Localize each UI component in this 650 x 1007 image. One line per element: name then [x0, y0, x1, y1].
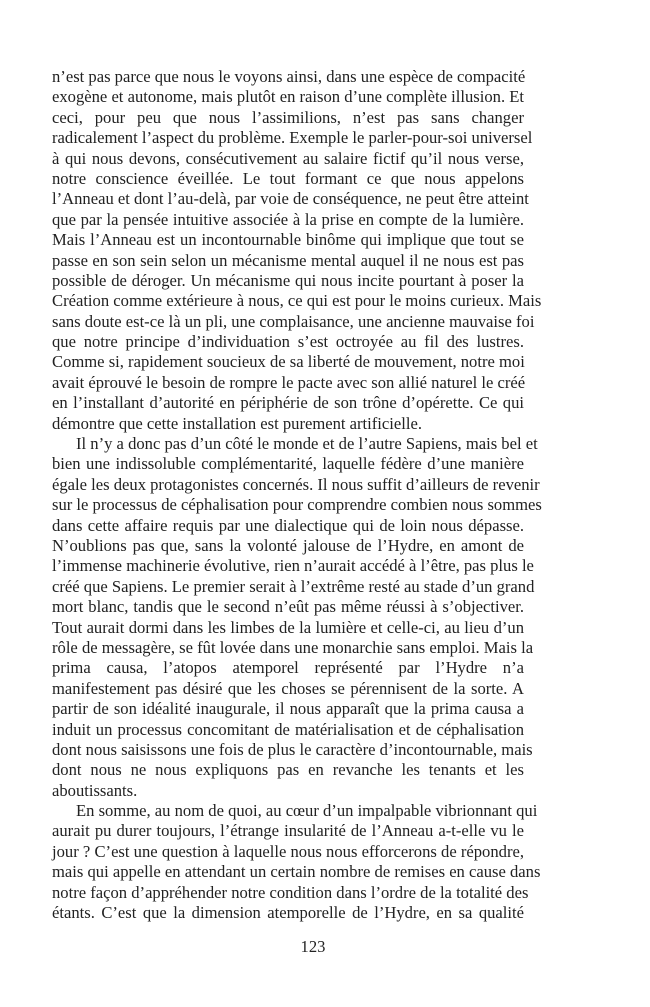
text-line: aurait pu durer toujours, l’étrange insularité de l’Anneau a-t-elle vu le — [52, 821, 524, 841]
text-line: mort blanc, tandis que le second n’eût pas même réussi à s’objectiver. — [52, 597, 524, 617]
text-line: Création comme extérieure à nous, ce qui est pour le moins curieux. Mais — [52, 291, 542, 311]
text-line: sans doute est-ce là un pli, une complaisance, une ancienne mauvaise foi — [52, 311, 535, 331]
text-line: n’est pas parce que nous le voyons ainsi, dans une espèce de compacité — [52, 67, 526, 86]
text-line: ceci, pour peu que nous l’assimilions, n’est pas sans changer — [52, 107, 524, 127]
text-line: N’oublions pas que, sans la volonté jalouse de l’Hydre, en amont de — [52, 535, 524, 555]
text-line: passe en son sein selon un mécanisme mental auquel il ne nous est pas — [52, 250, 524, 270]
body-text — [52, 67, 542, 923]
text-line: dont nous saisissons une fois de plus le caractère d’incontournable, mais — [52, 739, 533, 759]
text-line: En somme, au nom de quoi, au cœur d’un impalpable vibrionnant qui — [76, 801, 538, 821]
text-line: l’immense machinerie évolutive, rien n’aurait accédé à l’être, pas plus le — [52, 556, 534, 576]
text-line: en l’installant d’autorité en périphérie de son trône d’opérette. Ce qui — [52, 393, 524, 413]
text-line: dans cette affaire requis par une dialectique qui de loin nous dépasse. — [52, 515, 524, 535]
text-line: aboutissants. — [52, 780, 138, 800]
text-line: possible de déroger. Un mécanisme qui nous incite pourtant à poser la — [52, 270, 524, 290]
text-line: manifestement pas désiré que les choses se pérennisent de la sorte. A — [52, 678, 524, 698]
text-line: à qui nous devons, consécutivement au salaire fictif qu’il nous verse, — [52, 148, 524, 168]
text-line: Tout aurait dormi dans les limbes de la lumière et celle-ci, au lieu d’un — [52, 617, 524, 637]
page-number: 123 — [300, 937, 326, 956]
text-line: créé que Sapiens. Le premier serait à l’extrême resté au stade d’un grand — [52, 576, 535, 596]
text-line: partir de son idéalité inaugurale, il nous apparaît que la prima causa a — [52, 699, 524, 719]
text-line: que notre principe d’individuation s’est octroyée au fil des lustres. — [52, 332, 524, 352]
text-line: sur le processus de céphalisation pour comprendre combien nous sommes — [52, 495, 542, 515]
text-line: dont nous ne nous expliquons pas en revanche les tenants et les — [52, 760, 524, 780]
text-line: que par la pensée intuitive associée à la prise en compte de la lumière. — [52, 209, 524, 229]
paragraph — [52, 434, 542, 801]
text-line: mais qui appelle en attendant un certain nombre de remises en cause dans — [52, 862, 541, 882]
text-line: égale les deux protagonistes concernés. Il nous suffit d’ailleurs de revenir — [52, 474, 540, 494]
paragraph — [52, 801, 541, 923]
text-line: Il n’y a donc pas d’un côté le monde et de l’autre Sapiens, mais bel et — [76, 434, 538, 454]
text-line: notre conscience éveillée. Le tout formant ce que nous appelons — [52, 168, 524, 188]
text-line: démontre que cette installation est purement artificielle. — [52, 413, 422, 433]
paragraph — [52, 67, 542, 434]
text-line: bien une indissoluble complémentarité, laquelle fédère d’une manière — [52, 454, 524, 474]
text-line: jour ? C’est une question à laquelle nous nous efforcerons de répondre, — [52, 841, 524, 861]
text-line: étants. C’est que la dimension atemporelle de l’Hydre, en sa qualité — [52, 903, 524, 923]
text-line: prima causa, l’atopos atemporel représenté par l’Hydre n’a — [52, 658, 524, 678]
text-line: Mais l’Anneau est un incontournable binôme qui implique que tout se — [52, 230, 524, 250]
text-line: rôle de messagère, se fût lovée dans une monarchie sans emploi. Mais la — [52, 637, 534, 657]
text-line: avait éprouvé le besoin de rompre le pacte avec son allié naturel le créé — [52, 372, 526, 392]
text-line: l’Anneau et dont l’au-delà, par voie de conséquence, ne peut être atteint — [52, 189, 529, 209]
text-line: notre façon d’appréhender notre condition dans l’ordre de la totalité des — [52, 882, 529, 902]
text-line: radicalement l’aspect du problème. Exemple le parler-pour-soi universel — [52, 128, 533, 148]
text-line: Comme si, rapidement soucieux de sa liberté de mouvement, notre moi — [52, 352, 525, 372]
text-line: exogène et autonome, mais plutôt en raison d’une complète illusion. Et — [52, 87, 524, 107]
text-line: induit un processus concomitant de matérialisation et de céphalisation — [52, 719, 524, 739]
